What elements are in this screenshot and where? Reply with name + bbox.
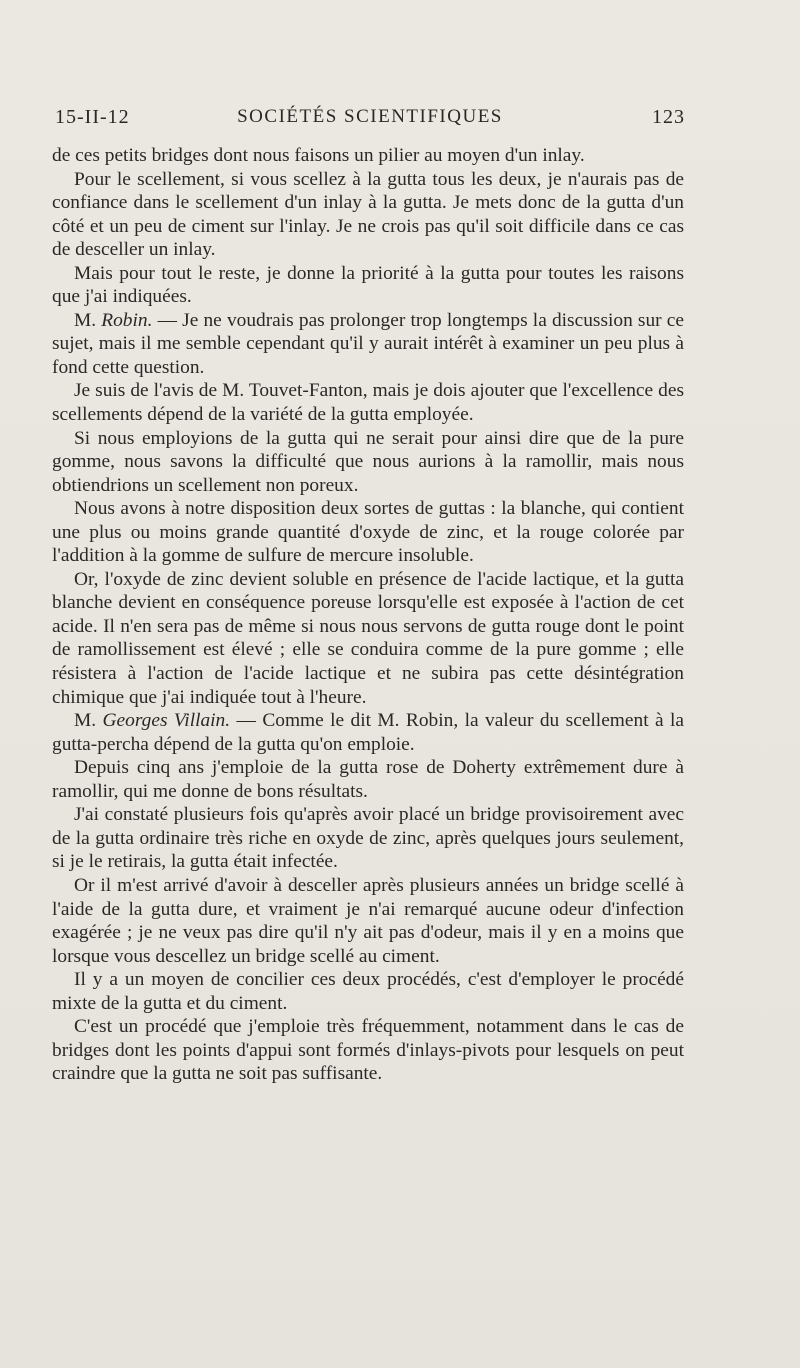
page-number: 123 xyxy=(652,106,685,128)
paragraph: Il y a un moyen de concilier ces deux procédés, c'est d'employer le procédé mixte de la gutta et du ciment. xyxy=(52,969,684,1014)
paragraph: C'est un procédé que j'emploie très fréquemment, notamment dans le cas de bridges dont les points d'appui sont formés d'inlays-pivots pour lesquels on peut craindre que la gutta ne soit pas suffisante. xyxy=(52,1016,684,1085)
speaker-name: Robin. xyxy=(101,309,153,331)
paragraph: de ces petits bridges dont nous faisons un pilier au moyen d'un inlay. xyxy=(52,145,585,166)
paragraph: Depuis cinq ans j'emploie de la gutta rose de Doherty extrêmement dure à ramollir, qui me donne de bons résultats. xyxy=(52,757,684,802)
paragraph: M. Robin. — Je ne voudrais pas prolonger trop longtemps la discussion sur ce sujet, mais il me semble cependant qu'il y aurait intérêt à examiner un peu plus à fond cette question. xyxy=(52,309,685,378)
paragraph: Si nous employions de la gutta qui ne serait pour ainsi dire que de la pure gomme, nous savons la difficulté que nous aurions à la ramollir, mais nous obtiendrions un scellement non poreux. xyxy=(52,427,684,496)
paragraph: J'ai constaté plusieurs fois qu'après avoir placé un bridge provisoirement avec de la gutta ordinaire très riche en oxyde de zinc, après quelques jours seulement, si je le retirais, la gutta était infectée. xyxy=(52,804,684,873)
speaker-prefix: M. xyxy=(74,710,103,732)
paragraph: Or il m'est arrivé d'avoir à desceller après plusieurs années un bridge scellé à l'aide de la gutta dure, et vraiment je n'ai remarqué aucune odeur d'infection exagérée ; je ne veux pas dire qu'il n'y ait pas d'odeur, mais il y en a moins que lorsque vous descellez un bridge scellé au ciment. xyxy=(52,874,684,967)
paragraph: Or, l'oxyde de zinc devient soluble en présence de l'acide lactique, et la gutta blanche devient en conséquence poreuse lorsqu'elle est exposée à l'action de cet acide. Il n'en sera pas de même si nous nous servons de gutta rouge dont le point de ramollissement est élevé ; elle se conduira comme de la pure gomme ; elle résistera à l'action de l'acide lactique et ne subira pas cette désintégration chimique que j'ai indiquée tout à l'heure. xyxy=(52,568,684,708)
page-body xyxy=(52,144,684,1086)
speaker-name: Georges Villain. xyxy=(102,710,231,732)
speaker-prefix: M. xyxy=(74,309,102,331)
paragraph: Nous avons à notre disposition deux sortes de guttas : la blanche, qui contient une plus ou moins grande quantité d'oxyde de zinc, et la rouge colorée par l'addition à la gomme de sulfure de mercure insoluble. xyxy=(52,498,684,567)
paragraph: M. Georges Villain. — Comme le dit M. Robin, la valeur du scellement à la gutta-percha dépend de la gutta qu'on emploie. xyxy=(52,710,685,755)
paragraph: Je suis de l'avis de M. Touvet-Fanton, mais je dois ajouter que l'excellence des scellements dépend de la variété de la gutta employée. xyxy=(52,380,684,426)
header-title: SOCIÉTÉS SCIENTIFIQUES xyxy=(237,106,503,127)
paragraph: Pour le scellement, si vous scellez à la gutta tous les deux, je n'aurais pas de confiance dans le scellement d'un inlay à la gutta. Je mets donc de la gutta d'un côté et un peu de ciment sur l'inlay. Je ne crois pas qu'il soit difficile dans ce cas de desceller un inlay. xyxy=(52,168,684,261)
running-header xyxy=(55,106,685,136)
paragraph: Mais pour tout le reste, je donne la priorité à la gutta pour toutes les raisons que j'ai indiquées. xyxy=(52,262,684,308)
header-date: 15-II-12 xyxy=(55,106,130,128)
